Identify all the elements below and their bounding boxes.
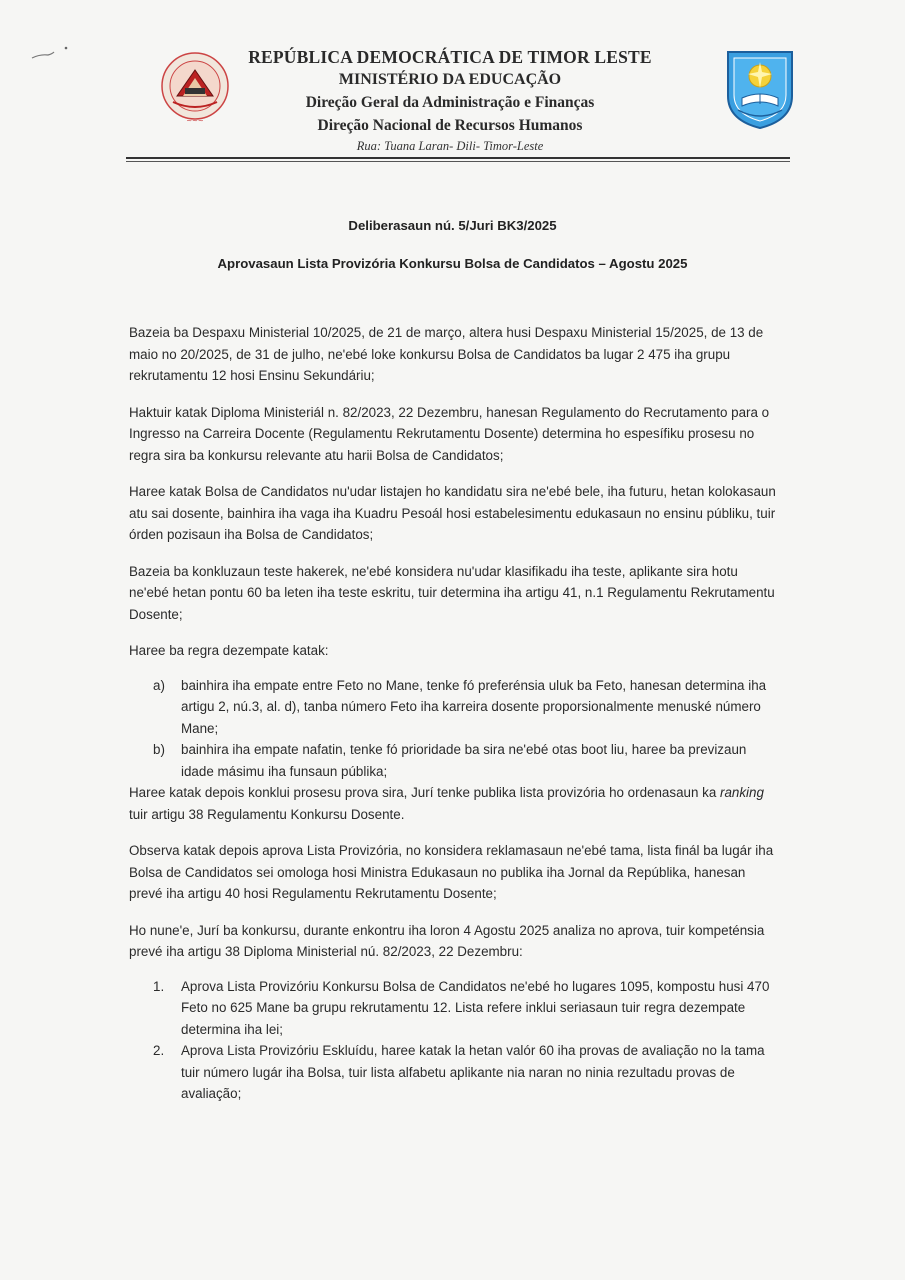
letterhead-address: Rua: Tuana Laran- Dili- Timor-Leste — [356, 139, 544, 153]
list-item-label: a) — [153, 677, 165, 693]
deliberation-number: Deliberasaun nú. 5/Juri BK3/2025 — [348, 218, 557, 233]
list-item — [129, 739, 779, 782]
tiebreak-list — [129, 675, 779, 783]
document-body — [129, 322, 779, 1105]
paragraph-6 — [129, 782, 779, 825]
paragraph-1: Bazeia ba Despaxu Ministerial 10/2025, de 21 de março, altera husi Despaxu Ministerial 15/2025, de 13 de maio no 20/2025, de 31 de julho, ne'ebé loke konkursu Bolsa de Candidatos ba lugar 2 475 iha grupu rekrutamentu 12 hosi Ensinu Sekundáriu; — [129, 325, 764, 383]
list-item-text: Aprova Lista Provizóriu Konkursu Bolsa de Candidatos ne'ebé ho lugares 1095, kompostu husi 470 Feto no 625 Mane ba grupu rekrutamentu 12. Lista refere inklui seriasaun tuir regra dezempate determina iha lei; — [181, 978, 770, 1037]
header-divider-thin — [126, 161, 790, 162]
paragraph-2: Haktuir katak Diploma Ministeriál n. 82/2023, 22 Dezembru, hanesan Regulamento do Recrutamento para o Ingresso na Carreira Docente (Regulamentu Rekrutamentu Dosente) determina ho espesífiku prosesu no regra sira ba konkursu relevante atu harii Bolsa de Candidatos; — [129, 404, 770, 463]
paragraph-4: Bazeia ba konkluzaun teste hakerek, ne'ebé konsidera nu'udar klasifikadu iha teste, aplikante sira hotu ne'ebé hetan pontu 60 ba leten iha teste eskritu, tuir determina iha artigu 41, n.1 Regulamentu Rekrutamentu Dosente; — [129, 563, 775, 622]
header-divider — [126, 157, 790, 159]
list-item-text: Aprova Lista Provizóriu Eskluídu, haree katak la hetan valór 60 iha provas de avaliação no la tama tuir número lugár iha Bolsa, tuir lista alfabetu aplikante nia naran no ninia rezultadu provas de avaliação; — [181, 1043, 765, 1101]
paragraph-3: Haree katak Bolsa de Candidatos nu'udar listajen ho kandidatu sira ne'ebé bele, iha futuru, hetan kolokasaun atu sai dosente, bainhira iha vaga iha Kuadru Pesoál hosi estabelesimentu edukasaun no ensinu públiku, tuir órden pozisaun iha Bolsa de Candidatos; — [129, 484, 776, 542]
paragraph-6-ranking: ranking — [720, 785, 764, 800]
paragraph-6-start: Haree katak depois konklui prosesu prova sira, Jurí tenke publika lista provizória ho ordenasaun ka — [129, 785, 720, 800]
list-item-text: bainhira iha empate nafatin, tenke fó prioridade ba sira ne'ebé otas boot liu, haree ba previzaun idade másimu iha funsaun públika; — [181, 742, 747, 779]
letterhead-directorate-national: Direção Nacional de Recursos Humanos — [317, 117, 583, 134]
deliberation-subject: Aprovasaun Lista Provizória Konkursu Bolsa de Candidatos – Agostu 2025 — [217, 256, 688, 271]
paragraph-5: Haree ba regra dezempate katak: — [129, 643, 329, 658]
svg-text:~~~: ~~~ — [186, 117, 204, 125]
list-item-label: 2. — [153, 1043, 165, 1058]
ministry-crest-icon — [724, 48, 796, 130]
list-item-label: b) — [153, 742, 165, 757]
paragraph-6-end: tuir artigu 38 Regulamentu Konkursu Dosente. — [129, 806, 405, 822]
list-item — [129, 675, 779, 740]
paragraph-7: Observa katak depois aprova Lista Provizória, no konsidera reklamasaun ne'ebé tama, lista finál ba lugár iha Bolsa de Candidatos sei omologa hosi Ministra Edukasaun no publika iha Jornal da Repúblika, hanesan prevé iha artigu 40 hosi Regulamentu Rekrutamentu Dosente; — [129, 843, 774, 901]
letterhead — [240, 46, 660, 155]
letterhead-directorate-general: Direção Geral da Administração e Finanças — [305, 94, 595, 111]
list-item — [129, 976, 779, 1041]
letterhead-country: REPÚBLICA DEMOCRÁTICA DE TIMOR LESTE — [248, 47, 652, 67]
list-item-label: 1. — [153, 978, 165, 994]
national-seal-icon — [155, 50, 235, 126]
list-item-text: bainhira iha empate entre Feto no Mane, tenke fó preferénsia uluk ba Feto, hanesan determina iha artigu 2, nú.3, al. d), tanba número Feto iha karreira dosente proporsionalmente menuské número Mane; — [181, 677, 767, 736]
letterhead-ministry: MINISTÉRIO DA EDUCAÇÃO — [338, 71, 562, 88]
decision-list — [129, 976, 779, 1105]
pen-mark-icon — [18, 42, 78, 62]
paragraph-8: Ho nune'e, Jurí ba konkursu, durante enkontru iha loron 4 Agostu 2025 analiza no aprova, tuir kompeténsia prevé iha artigu 38 Diploma Ministerial nú. 82/2023, 22 Dezembru: — [129, 922, 765, 959]
list-item — [129, 1040, 779, 1105]
